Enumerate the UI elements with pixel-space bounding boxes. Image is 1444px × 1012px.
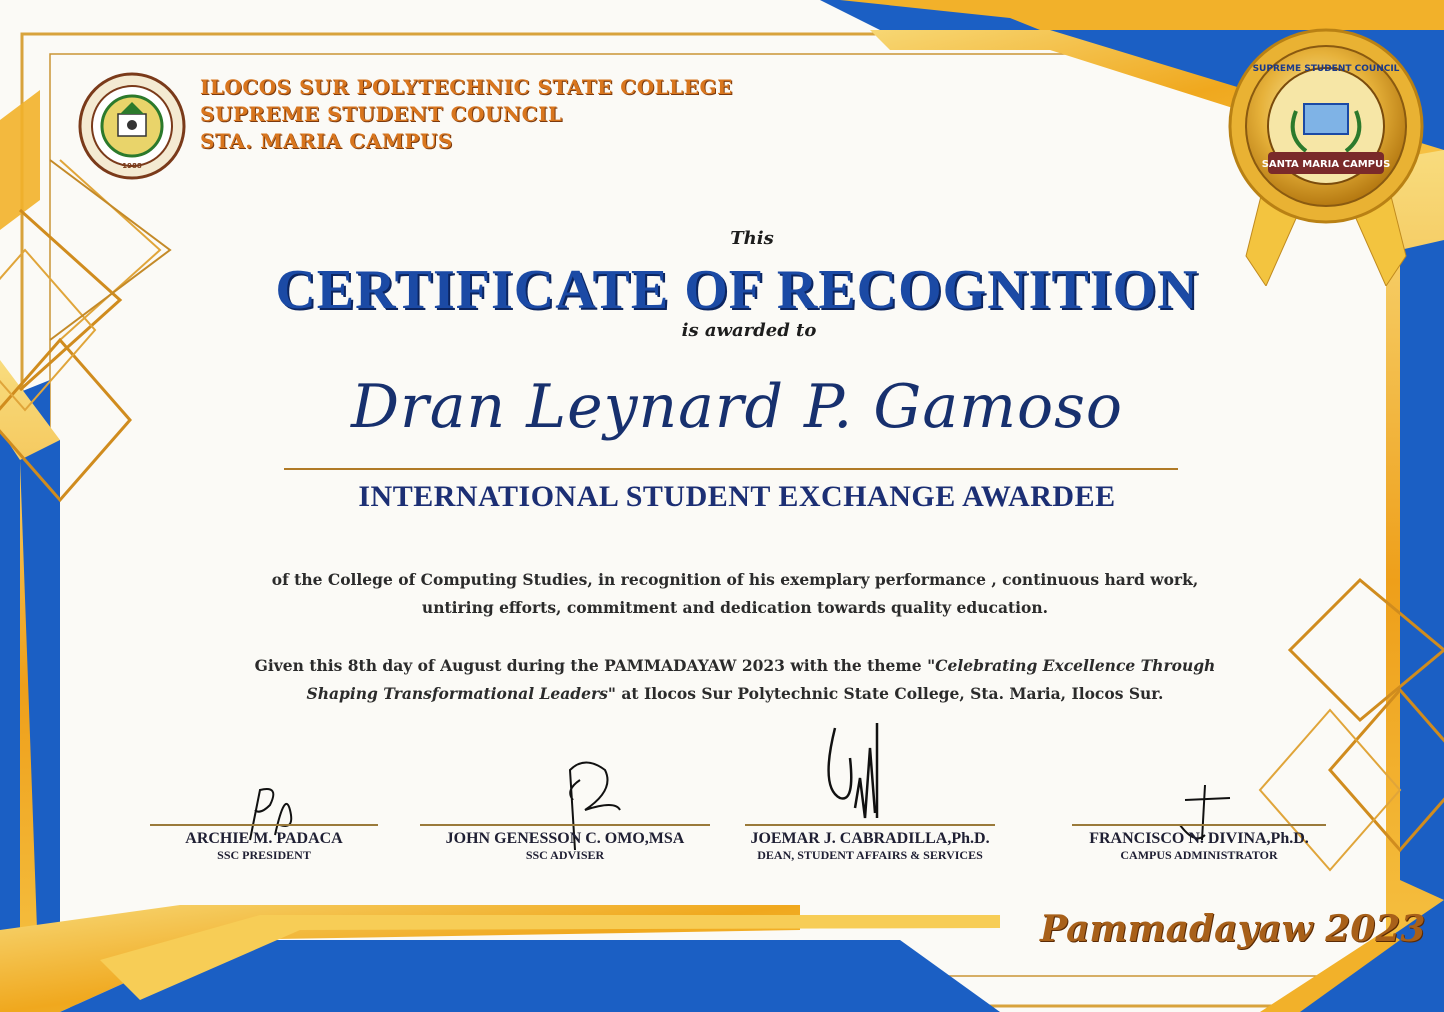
recipient-name: Dran Leynard P. Gamoso xyxy=(350,372,1124,442)
signatory-4 xyxy=(1072,824,1326,863)
signatory-role: CAMPUS ADMINISTRATOR xyxy=(1120,847,1278,862)
signatory-role: SSC ADVISER xyxy=(525,847,605,862)
given-theme-a: "Celebrating Excellence Through xyxy=(927,656,1216,675)
header-line-3: STA. MARIA CAMPUS xyxy=(200,129,453,153)
signatory-3 xyxy=(745,824,995,863)
signatory-2 xyxy=(420,824,710,863)
intro-text: This xyxy=(730,228,774,249)
svg-text:1988: 1988 xyxy=(122,162,142,170)
signature-line xyxy=(745,824,995,826)
signatory-name: FRANCISCO N. DIVINA,Ph.D. xyxy=(1089,829,1309,847)
given-theme-b: Shaping Transformational Leaders" xyxy=(306,684,616,703)
signature-line xyxy=(1072,824,1326,826)
award-title: INTERNATIONAL STUDENT EXCHANGE AWARDEE xyxy=(358,480,1116,513)
institution-header xyxy=(200,74,733,155)
signatory-name: JOHN GENESSON C. OMO,MSA xyxy=(445,829,685,847)
citation-line-2: untiring efforts, commitment and dedication towards quality education. xyxy=(421,598,1049,617)
awarded-to-text: is awarded to xyxy=(681,320,817,341)
header-line-2: SUPREME STUDENT COUNCIL xyxy=(200,102,563,126)
signatory-name: JOEMAR J. CABRADILLA,Ph.D. xyxy=(750,829,990,847)
signatory-name: ARCHIE M. PADACA xyxy=(185,829,343,847)
signatory-1 xyxy=(150,824,378,863)
certificate-title: CERTIFICATE OF RECOGNITION xyxy=(275,259,1199,321)
given-pre: Given this 8th day of August during the PAMMADAYAW 2023 with the theme xyxy=(254,656,928,675)
signature-cabradilla xyxy=(815,718,895,828)
header-line-1: ILOCOS SUR POLYTECHNIC STATE COLLEGE xyxy=(200,75,733,99)
college-logo xyxy=(78,72,186,180)
signature-line xyxy=(420,824,710,826)
signatory-role: SSC PRESIDENT xyxy=(217,847,311,862)
citation-line-1: of the College of Computing Studies, in recognition of his exemplary performance , continuous hard work, xyxy=(271,570,1199,589)
svg-text:SANTA MARIA CAMPUS: SANTA MARIA CAMPUS xyxy=(1261,159,1391,170)
name-underline xyxy=(284,468,1178,470)
svg-text:SUPREME STUDENT COUNCIL: SUPREME STUDENT COUNCIL xyxy=(1252,64,1400,74)
event-footer: Pammadayaw 2023 xyxy=(1040,908,1426,950)
given-paragraph xyxy=(180,652,1290,708)
signatory-role: DEAN, STUDENT AFFAIRS & SERVICES xyxy=(757,847,983,862)
citation-paragraph xyxy=(180,566,1290,622)
given-post: at Ilocos Sur Polytechnic State College, Sta. Maria, Ilocos Sur. xyxy=(615,684,1164,703)
signature-line xyxy=(150,824,378,826)
